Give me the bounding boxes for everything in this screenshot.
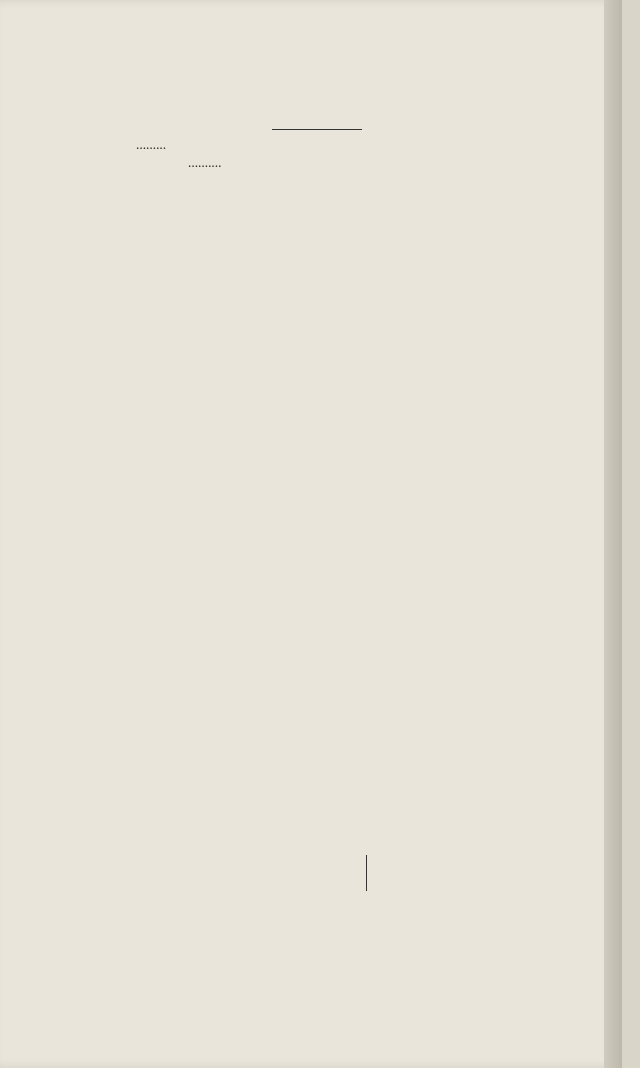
page-edge: [604, 0, 622, 1068]
assessor-name: ..........: [188, 155, 222, 170]
dean-name: .........: [136, 137, 167, 152]
examinateurs-divider: [366, 855, 367, 891]
title-ornament: [272, 129, 362, 130]
